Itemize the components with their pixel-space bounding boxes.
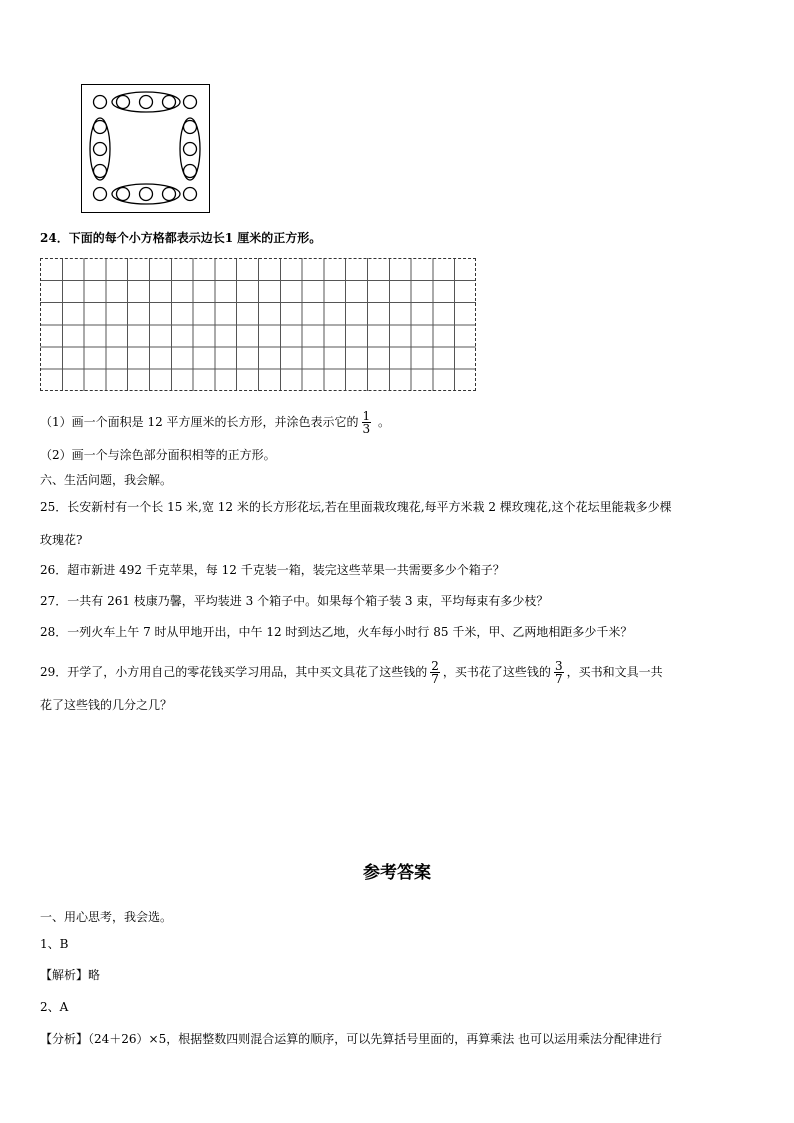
circle <box>94 188 107 201</box>
q24-part1-end: 。 <box>378 415 391 429</box>
circle <box>184 96 197 109</box>
q29-text-c: ，买书和文具一共 <box>566 665 663 679</box>
circle <box>184 143 197 156</box>
answers-section1: 一、用心思考，我会选。 <box>40 910 173 924</box>
answer-1-analysis: 【解析】略 <box>40 968 101 982</box>
fraction-numerator: 2 <box>431 659 439 673</box>
q28: 28．一列火车上午 7 时从甲地开出，中午 12 时到达乙地，火车每小时行 85 千米，甲、乙两地相距多少千米？ <box>40 625 633 639</box>
fraction-denominator: 3 <box>362 422 371 436</box>
fraction-numerator: 1 <box>362 409 371 423</box>
fraction-one-third <box>362 410 372 435</box>
q25-line1: 25．长安新村有一个长 15 米,宽 12 米的长方形花坛,若在里面栽玫瑰花,每平方米栽 2 棵玫瑰花,这个花坛里能栽多少棵 <box>40 500 672 514</box>
q29-text-a: 29．开学了，小方用自己的零花钱买学习用品，其中买文具花了这些钱的 <box>40 665 428 679</box>
fraction-denominator: 7 <box>554 672 563 686</box>
q27: 27．一共有 261 枝康乃馨，平均装进 3 个箱子中。如果每个箱子装 3 束，平均每束有多少枝？ <box>40 594 549 608</box>
answer-2: 2、A <box>40 1000 69 1014</box>
circle <box>94 143 107 156</box>
circle-arrangement-figure <box>81 84 210 213</box>
q24-title: 24．下面的每个小方格都表示边长1 厘米的正方形。 <box>40 231 322 245</box>
q29-line2: 花了这些钱的几分之几？ <box>40 698 173 712</box>
circle <box>184 165 197 178</box>
answers-title: 参考答案 <box>363 863 431 883</box>
circle <box>117 188 130 201</box>
q29-text-b: ，买书花了这些钱的 <box>442 665 551 679</box>
fraction-denominator: 7 <box>431 672 439 686</box>
circle <box>94 96 107 109</box>
q25-line2: 玫瑰花? <box>40 533 83 547</box>
circle-arrangement-svg <box>82 85 208 211</box>
circle <box>163 188 176 201</box>
circle <box>184 121 197 134</box>
circle <box>140 188 153 201</box>
circle <box>117 96 130 109</box>
q29-line1 <box>40 660 663 685</box>
answer-1: 1、B <box>40 937 69 951</box>
circle <box>94 165 107 178</box>
answer-2-analysis: 【分析】（24＋26）×5，根据整数四则混合运算的顺序，可以先算括号里面的，再算乘法 也可以运用乘法分配律进行 <box>40 1032 663 1046</box>
circle <box>163 96 176 109</box>
circle <box>184 188 197 201</box>
circle <box>94 121 107 134</box>
fraction-two-sevenths <box>430 660 440 685</box>
q24-part1-text: （1）画一个面积是 12 平方厘米的长方形，并涂色表示它的 <box>40 415 359 429</box>
fraction-three-sevenths <box>554 660 564 685</box>
fraction-numerator: 3 <box>554 659 563 673</box>
section6-heading: 六、生活问题，我会解。 <box>40 473 173 487</box>
q24-part2: （2）画一个与涂色部分面积相等的正方形。 <box>40 448 276 462</box>
square-grid <box>40 258 476 391</box>
q26: 26．超市新进 492 千克苹果，每 12 千克装一箱，装完这些苹果一共需要多少个箱子？ <box>40 563 505 577</box>
q24-part1 <box>40 410 390 435</box>
circle <box>140 96 153 109</box>
